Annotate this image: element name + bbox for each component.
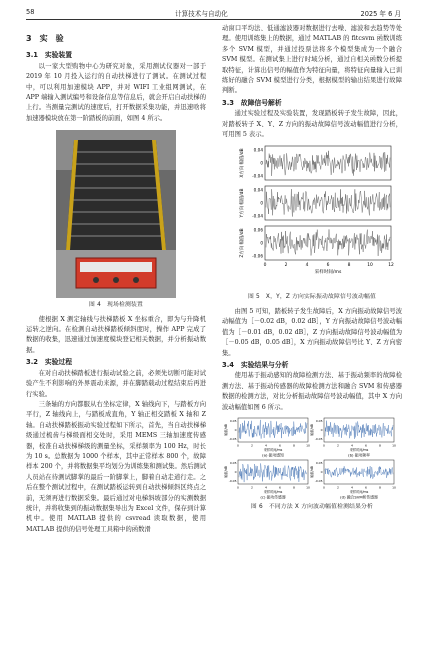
- signal-line: [325, 466, 393, 479]
- x-tick-label: 0: [263, 263, 267, 269]
- paragraph: 通过实验过程及实验装置，发现踏板转子发生故障，因此，对踏板转子 X、Y、Z 方向的振动故障信号波动幅值进行分析，可用图 5 表示。: [222, 110, 402, 139]
- x-tick-label: 8: [347, 263, 351, 269]
- figure-5-chart: [227, 142, 397, 290]
- y-tick-label: -0.06: [252, 253, 263, 259]
- y-tick-label: -0.05: [314, 479, 323, 484]
- x-tick-label: 0: [237, 443, 239, 448]
- y-tick-label: 0: [260, 160, 263, 166]
- subsection-3-1-title: 3.1 实验装置: [26, 51, 73, 60]
- x-tick-label: 6: [279, 485, 281, 490]
- paragraph: 以一家大型购物中心为研究对象，采用测试仪器对一部于 2019 年 10 月投入运行的自动扶梯进行了测试。在测试过程中，可以利用加速模块 APP，并对 WIFI 工业组网测试，在 APP 端输入测试编号和设备信息等信息后，就会开启自动扶梯的上行。当测量完测试的速度后，打开数据采集功能，并迅速啥将加速器模块放在第一阶踏板的前面，如图 4 所示。: [26, 62, 206, 122]
- page-number: 58: [26, 8, 35, 16]
- y-tick-label: 0.05: [229, 419, 237, 424]
- x-tick-label: 10: [367, 263, 373, 269]
- x-axis-label: 采样时间/ms: [263, 489, 283, 494]
- x-tick-label: 10: [392, 443, 396, 448]
- x-tick-label: 4: [265, 443, 267, 448]
- x-tick-label: 8: [379, 485, 381, 490]
- x-tick-label: 6: [279, 443, 281, 448]
- x-tick-label: 10: [306, 443, 310, 448]
- x-tick-label: 6: [365, 443, 367, 448]
- y-tick-label: 0.05: [315, 461, 323, 466]
- paragraph: 由图 5 可知，踏板转子发生故障后，X 方向振动故障信号波动幅值为［－0.02 dB，0.02 dB］，Y 方向振动故障信号波动幅值为［－0.01 dB，0.02 dB］，Z 方向振动故障信号波动幅值为［－0.05 dB，0.05 dB］，X 方向振动故障信号比 Y、Z 方向密集。: [222, 307, 402, 357]
- x-axis-label: 采样时间/ms: [314, 270, 342, 276]
- y-tick-label: 0: [320, 428, 323, 433]
- escalator-photo: [56, 130, 176, 298]
- right-column: [222, 24, 402, 516]
- panel-label: (d) 融合SVM和传感器: [340, 494, 378, 500]
- y-axis-label: Y方向 幅值/dB: [240, 189, 245, 218]
- y-tick-label: 0: [234, 470, 237, 475]
- x-axis-label: 采样时间/ms: [263, 447, 283, 452]
- y-tick-label: 0.05: [229, 461, 237, 466]
- y-tick-label: 0: [234, 428, 237, 433]
- figure-5-caption: 图 5 X，Y，Z 方向实际振动故障信号波动幅值: [247, 294, 376, 301]
- y-tick-label: -0.05: [228, 437, 237, 442]
- x-tick-label: 10: [306, 485, 310, 490]
- paragraph: 使用基于振动感知的故障检测方法、基于振动频率的故障检测方法、基于振动传感器的故障检测方法和融合 SVM 和传感器数据的检测方法，对比分析振动故障信号波动幅值，其中 X 方向波动幅值如图 6 所示。: [222, 372, 402, 411]
- signal-line: [266, 230, 390, 257]
- panel-label: (c) 振动传感器: [260, 494, 286, 500]
- signal-line: [266, 151, 390, 176]
- subsection-3-2-title: 3.2 实验过程: [26, 358, 73, 367]
- x-tick-label: 12: [388, 263, 394, 269]
- x-tick-label: 4: [305, 263, 309, 269]
- x-tick-label: 2: [337, 485, 339, 490]
- x-tick-label: 2: [251, 485, 253, 490]
- signal-line: [239, 420, 307, 439]
- x-tick-label: 8: [293, 485, 295, 490]
- x-axis-label: 采样时间/ms: [349, 447, 369, 452]
- section-title: 3 实 验: [26, 34, 64, 43]
- x-tick-label: 4: [351, 485, 353, 490]
- signal-line: [239, 463, 307, 482]
- panel-label: (a) 振动感知: [262, 452, 284, 458]
- signal-line: [266, 190, 390, 218]
- x-tick-label: 2: [337, 443, 339, 448]
- x-tick-label: 2: [284, 263, 288, 269]
- y-tick-label: 0: [260, 240, 263, 246]
- y-axis-label: 幅值/dB: [224, 466, 228, 478]
- x-axis-label: 采样时间/ms: [349, 489, 369, 494]
- page-header: [0, 0, 427, 22]
- y-tick-label: -0.04: [252, 173, 263, 179]
- x-tick-label: 4: [351, 443, 353, 448]
- subsection-3-4-title: 3.4 实验结果与分析: [222, 360, 289, 369]
- y-tick-label: -0.05: [228, 479, 237, 484]
- x-tick-label: 0: [323, 485, 325, 490]
- x-tick-label: 6: [365, 485, 367, 490]
- panel-label: (b) 振动频率: [348, 452, 370, 458]
- figure-6-chart: [224, 416, 400, 500]
- y-tick-label: -0.04: [252, 213, 263, 219]
- y-axis-label: 幅值/dB: [310, 466, 314, 478]
- y-tick-label: 0: [260, 200, 263, 206]
- paragraph: 三条轴的方向都服从右坐标定律，X 轴线向下，与踏板方向平行，Z 轴线向上，与踏板成直角，Y 轴正相交踏板 X 轴和 Z 轴。自动扶梯踏板振动实验过程如下所示，首先，当自动扶梯梯级通过梳齿与梯级面相交处时，采用 MEMS 三轴加速度传感器，校准自动扶梯梯级的测量坐标，采样频率为 100 Hz，时长为 10 s。总数据为 1000 个样本，其中正常样本 800 个，故障样本 200 个，并将数据集平均划分为训练集和测试集。然后测试人员站在待测试脚掌的最后一阶脚掌上，脚着自动走道行走。之后在整个测试过程中，在测试踏板运转到自动扶梯倾斜区终点之前，无须再进行数据采集。最后通过对电梯斜坡部分的实测数据统计，并将收集到的振动数据集导出为 Excel 文件，保存到计算机中。使用 MATLAB 提供的 csvread 读取数据，使用 MATLAB 提供的信号处理工具箱中的函数滑: [26, 400, 206, 533]
- figure-6-caption: 图 6 不同方法 X 方向波动幅值检测结果分析: [250, 503, 374, 510]
- x-tick-label: 10: [392, 485, 396, 490]
- header-rule: [26, 19, 401, 20]
- paragraph: 动窗口平均法、低通滤波器对数据进行去噪、滤波和去趋势等处理。使用训练集上的数据，通过 MATLAB 的 fitcsvm 函数训练多个 SVM 模型，并通过投票法将多个模型集成为一个融合 SVM 模型。在测试集上进行时域分析，通过自相关函数分析提取特征，计算出信号的幅值作为特征向量，将特征向量输入已训练好的融合 SVM 模型进行分类，根据模型的输出结果进行故障判断。: [222, 25, 402, 95]
- y-tick-label: 0.04: [253, 147, 263, 153]
- x-tick-label: 8: [379, 443, 381, 448]
- x-tick-label: 0: [323, 443, 325, 448]
- left-column: [26, 24, 206, 535]
- y-axis-label: 幅值/dB: [224, 424, 228, 436]
- y-axis-label: 幅值/dB: [310, 424, 314, 436]
- figure-4-caption: 图 4 现场检测装置: [89, 302, 143, 309]
- y-tick-label: -0.05: [314, 437, 323, 442]
- paragraph: 在对自动扶梯踏板进行振动试验之前，必须先切断可能对试验产生不利影响的外界震动来源，并在脚踏载动过程结束后再进行实验。: [26, 369, 206, 398]
- y-tick-label: 0.04: [253, 187, 263, 193]
- subsection-3-3-title: 3.3 故障信号解析: [222, 98, 282, 107]
- x-tick-label: 0: [237, 485, 239, 490]
- x-tick-label: 4: [265, 485, 267, 490]
- x-tick-label: 2: [251, 443, 253, 448]
- y-tick-label: 0.05: [315, 419, 323, 424]
- paragraph: 使根据 X 测定轴线与扶梯踏板 X 坐标重合，即为与升降机运转之逆向。在检测自动扶梯踏板倾斜度时，操作 APP 完成了数据的收集，迅速通过加速度模块登记相关数据，并分析振动数据。: [26, 315, 206, 354]
- issue-date: 2025 年 6 月: [360, 10, 401, 18]
- y-tick-label: 0.06: [253, 227, 263, 233]
- signal-line: [325, 421, 393, 439]
- x-tick-label: 6: [326, 263, 330, 269]
- y-tick-label: 0: [320, 470, 323, 475]
- x-tick-label: 8: [293, 443, 295, 448]
- journal-name: 计算技术与自动化: [175, 10, 228, 18]
- y-axis-label: X方向 幅值/dB: [240, 148, 245, 179]
- y-axis-label: Z方向 幅值/dB: [240, 228, 245, 259]
